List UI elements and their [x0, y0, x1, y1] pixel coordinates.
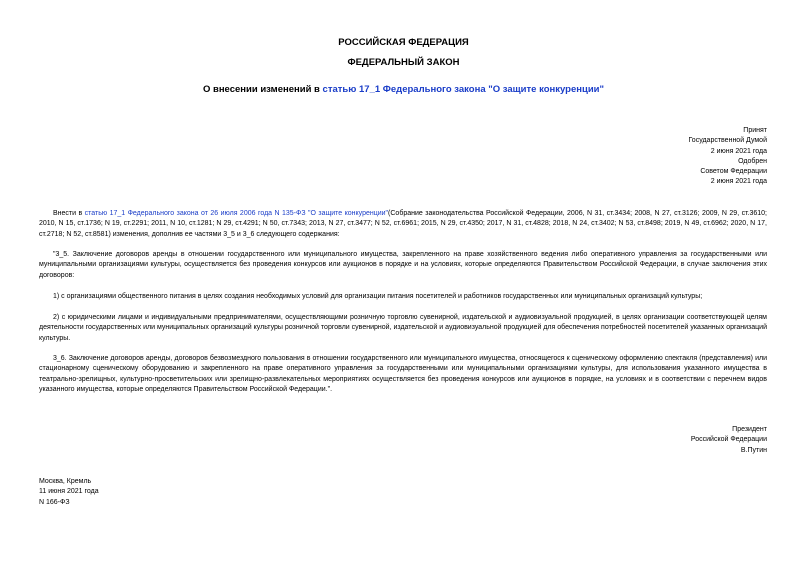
country-heading: РОССИЙСКАЯ ФЕДЕРАЦИЯ [338, 37, 469, 48]
adoption-line: 2 июня 2021 года [710, 147, 767, 155]
date-line: 11 июня 2021 года [39, 488, 99, 496]
law-title-link[interactable]: статью 17_1 Федерального закона "О защите конкуренции" [322, 84, 605, 95]
paragraph-3-5: "3_5. Заключение договоров аренды в отношении государственного или муниципального имущества, закрепленного на праве хозяйственного ведения либо оперативного управления за государственными или муниципальными организациями культуры, осуществляется без проведения конкурсов или аукционов в порядке и на условиях, которые определяются Правительством Российской Федерации, в случае заключения этих договоров: [39, 251, 767, 279]
intro-link[interactable]: статью 17_1 Федерального закона от 26 июля 2006 года N 135-ФЗ "О защите конкуренции" [84, 210, 389, 217]
adoption-block [688, 126, 767, 188]
signature-line: В.Путин [740, 446, 767, 454]
law-title [0, 84, 807, 95]
signature-line: Президент [732, 426, 767, 433]
adoption-line: Одобрен [738, 157, 767, 165]
paragraph-3-6: 3_6. Заключение договоров аренды, договоров безвозмездного пользования в отношении государственного или муниципального имущества, относящегося к сценическому оформлению спектакля (представления) или стационарному сценическому оборудованию и закрепленного на праве оперативного управления за государственными или муниципальными организациями культуры, для использования указанного имущества в театрально-зрелищных, культурно-просветительских или зрелищно-развлекательных мероприятиях осуществляется без проведения конкурсов или аукционов в порядке, на условиях и в соответствии с перечнем видов указанного имущества, которые определяются Правительством Российской Федерации.". [39, 355, 767, 393]
law-number-line: N 166-ФЗ [39, 498, 70, 506]
place-date-block [39, 477, 99, 508]
intro-paragraph [39, 209, 767, 240]
signature-line: Российской Федерации [690, 436, 767, 444]
doc-type-heading: ФЕДЕРАЛЬНЫЙ ЗАКОН [347, 57, 460, 68]
intro-rest: (Собрание законодательства Российской Федерации, 2006, N 31, ст.3434; 2008, N 27, ст.3126; 2009, N 29, ст.3610; 2010, N 15, ст.1736; N 19, ст.2291; 2011, N 10, ст.1281; N 29, ст.4291; N 50, ст.7343; 2013, N 27, ст.3477; N 52, ст.6961; 2015, N 29, ст.4350; 2017, N 31, ст.4828; 2018, N 24, ст.3402; N 53, ст.8498; 2019, N 49, ст.6962; 2020, N 17, ст.2718; N 52, ст.8581) изменения, дополнив ее частями 3_5 и 3_6 следующего содержания: [39, 210, 767, 238]
signature-block [691, 425, 767, 456]
adoption-line: 2 июня 2021 года [710, 178, 767, 186]
place-line: Москва, Кремль [39, 478, 92, 485]
adoption-line: Государственной Думой [688, 137, 767, 145]
adoption-line: Советом Федерации [700, 168, 767, 176]
paragraph-item-1: 1) с организациями общественного питания в целях создания необходимых условий для организации питания посетителей и работников государственных или муниципальных организаций культуры; [53, 293, 703, 300]
adoption-line: Принят [743, 127, 767, 134]
intro-prefix: Внести в [53, 210, 85, 217]
paragraph-item-2: 2) с юридическими лицами и индивидуальными предпринимателями, осуществляющими розничную торговлю сувенирной, издательской и аудиовизуальной продукцией, в целях организации соответствующей целям деятельности государственных или муниципальных организаций культуры розничной торговли сувенирной, издательской и аудиовизуальной продукцией для обеспечения потребностей посетителей указанных организаций культуры. [39, 314, 767, 342]
law-title-prefix: О внесении изменений в [202, 84, 323, 95]
